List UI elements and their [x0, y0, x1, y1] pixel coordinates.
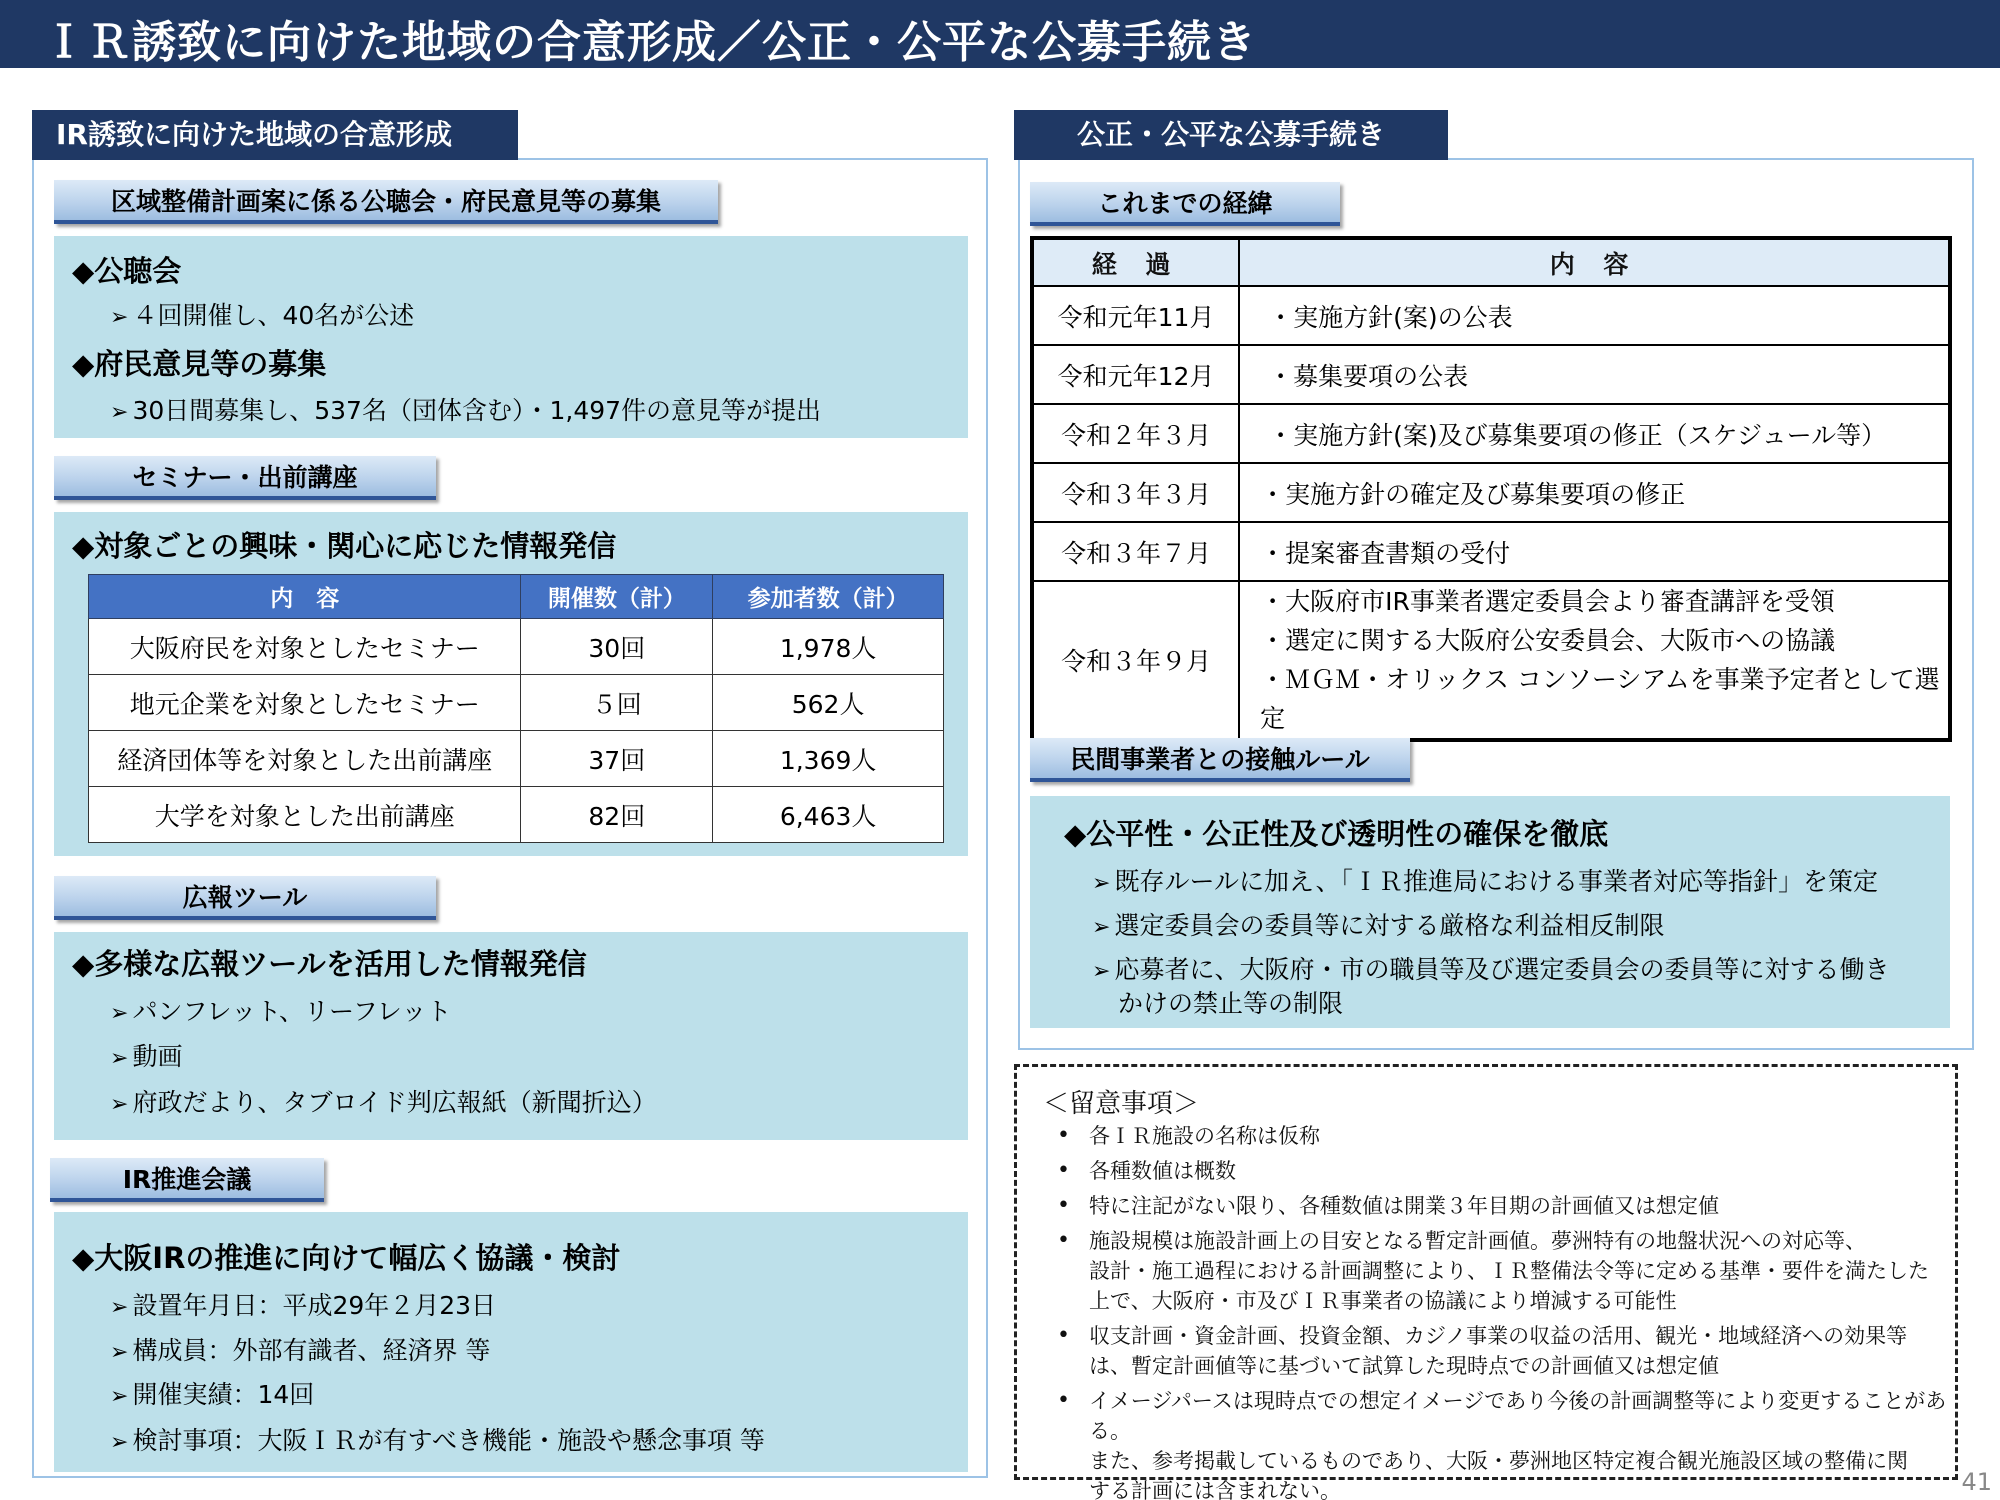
- seminar-col-count: 開催数（計）: [521, 575, 713, 619]
- history-period: 令和３年３月: [1032, 463, 1239, 522]
- seminar-col-participants: 参加者数（計）: [713, 575, 944, 619]
- table-row: [1032, 522, 1950, 581]
- seminar-cell: 大阪府民を対象としたセミナー: [89, 619, 521, 675]
- seminar-col-content: 内 容: [89, 575, 521, 619]
- seminar-heading: ◆対象ごとの興味・関心に応じた情報発信: [72, 529, 617, 563]
- list-item: ➢ 既存ルールに加え、「ＩＲ推進局における事業者対応等指針」を策定: [1092, 867, 1878, 896]
- history-period: 令和２年３月: [1032, 404, 1239, 463]
- history-period: 令和元年11月: [1032, 286, 1239, 345]
- list-item: ➢ 動画: [110, 1042, 183, 1071]
- table-row: [1032, 581, 1950, 740]
- list-item: ➢ 検討事項：大阪ＩＲが有すべき機能・施設や懸念事項 等: [110, 1426, 765, 1455]
- history-period: 令和元年12月: [1032, 345, 1239, 404]
- history-content: ・提案審査書類の受付: [1239, 522, 1950, 581]
- note-item: • 特に注記がない限り、各種数値は開業３年目期の計画値又は想定値: [1057, 1191, 1971, 1221]
- list-item: ➢ 開催実績：14回: [110, 1380, 315, 1409]
- note-item: • 各ＩＲ施設の名称は仮称: [1057, 1121, 1971, 1151]
- history-line: ・ＭＧＭ・オリックス コンソーシアムを事業予定者として選定: [1260, 665, 1940, 733]
- history-table-header: [1032, 238, 1950, 286]
- seminar-cell: 82回: [521, 787, 713, 843]
- list-item: ➢ 府政だより、タブロイド判広報紙（新聞折込）: [110, 1088, 657, 1117]
- seminar-cell: 30回: [521, 619, 713, 675]
- seminar-table: [88, 574, 944, 843]
- page-title: ＩＲ誘致に向けた地域の合意形成／公正・公平な公募手続き: [42, 17, 1257, 68]
- table-row: [89, 619, 944, 675]
- table-row: [1032, 286, 1950, 345]
- right-section-title: 公正・公平な公募手続き: [1014, 110, 1448, 160]
- history-period: 令和３年９月: [1032, 581, 1239, 740]
- list-item: ➢ 応募者に、大阪府・市の職員等及び選定委員会の委員等に対する働き: [1092, 955, 1890, 984]
- history-col-content: 内 容: [1239, 238, 1950, 286]
- history-content: [1239, 581, 1950, 740]
- seminar-cell: 地元企業を対象としたセミナー: [89, 675, 521, 731]
- pr-tools-heading: ◆多様な広報ツールを活用した情報発信: [72, 947, 587, 981]
- list-item: ➢ 設置年月日：平成29年２月23日: [110, 1291, 497, 1320]
- note-item: • 各種数値は概数: [1057, 1156, 1971, 1186]
- note-item: • イメージパースは現時点での想定イメージであり今後の計画調整等により変更することがある。 また、参考掲載しているものであり、大阪・夢洲地区特定複合観光施設区域の整備に関 する計画には含まれない。: [1057, 1386, 1971, 1500]
- seminar-subheading: セミナー・出前講座: [54, 456, 436, 500]
- seminar-table-header: [89, 575, 944, 619]
- seminar-cell: 37回: [521, 731, 713, 787]
- seminar-cell: 6,463人: [713, 787, 944, 843]
- list-item: ➢ 構成員：外部有識者、経済界 等: [110, 1336, 491, 1365]
- title-bar: [0, 0, 2000, 68]
- page-number: 41: [1961, 1468, 1992, 1496]
- history-table: [1030, 236, 1952, 742]
- table-row: [89, 787, 944, 843]
- council-heading: ◆大阪IRの推進に向けて幅広く協議・検討: [72, 1241, 621, 1275]
- history-col-period: 経 過: [1032, 238, 1239, 286]
- seminar-cell: 1,978人: [713, 619, 944, 675]
- seminar-cell: 562人: [713, 675, 944, 731]
- history-line: ・大阪府市IR事業者選定委員会より審査講評を受領: [1260, 587, 1835, 616]
- notes-box: [1014, 1064, 1958, 1500]
- public-hearing-subheading: 区域整備計画案に係る公聴会・府民意見等の募集: [54, 180, 718, 224]
- list-item: ➢ パンフレット、リーフレット: [110, 997, 452, 1026]
- table-row: [1032, 463, 1950, 522]
- public-comment-heading: ◆府民意見等の募集: [72, 347, 327, 381]
- table-row: [89, 675, 944, 731]
- history-subheading: これまでの経緯: [1030, 182, 1340, 226]
- council-subheading: IR推進会議: [50, 1158, 324, 1202]
- left-section-title: IR誘致に向けた地域の合意形成: [32, 110, 518, 160]
- table-row: [1032, 404, 1950, 463]
- seminar-cell: 大学を対象とした出前講座: [89, 787, 521, 843]
- seminar-cell: 経済団体等を対象とした出前講座: [89, 731, 521, 787]
- history-period: 令和３年７月: [1032, 522, 1239, 581]
- history-content: ・実施方針(案)及び募集要項の修正（スケジュール等）: [1239, 404, 1950, 463]
- notes-list: [1057, 1121, 1971, 1500]
- list-item: ➢ 選定委員会の委員等に対する厳格な利益相反制限: [1092, 911, 1665, 940]
- contact-rules-heading: ◆公平性・公正性及び透明性の確保を徹底: [1064, 817, 1609, 851]
- history-line: ・選定に関する大阪府公安委員会、大阪市への協議: [1260, 626, 1836, 655]
- note-item: • 施設規模は施設計画上の目安となる暫定計画値。夢洲特有の地盤状況への対応等、 設計・施工過程における計画調整により、ＩＲ整備法令等に定める基準・要件を満たした 上で、大阪府・市及びＩＲ事業者の協議により増減する可能性: [1057, 1226, 1971, 1316]
- history-content: ・募集要項の公表: [1239, 345, 1950, 404]
- table-row: [89, 731, 944, 787]
- public-hearing-heading: ◆公聴会: [72, 254, 182, 288]
- note-item: • 収支計画・資金計画、投資金額、カジノ事業の収益の活用、観光・地域経済への効果等 は、暫定計画値等に基づいて試算した現時点での計画値又は想定値: [1057, 1321, 1971, 1381]
- seminar-cell: ５回: [521, 675, 713, 731]
- public-hearing-bullet: ➢ ４回開催し、40名が公述: [110, 301, 415, 330]
- notes-heading: ＜留意事項＞: [1043, 1089, 1200, 1119]
- list-item-continuation: かけの禁止等の制限: [1118, 989, 1344, 1018]
- history-content: ・実施方針(案)の公表: [1239, 286, 1950, 345]
- pr-tools-subheading: 広報ツール: [54, 876, 436, 920]
- seminar-cell: 1,369人: [713, 731, 944, 787]
- public-comment-bullet: ➢ 30日間募集し、537名（団体含む）・1,497件の意見等が提出: [110, 396, 822, 425]
- history-content: ・実施方針の確定及び募集要項の修正: [1239, 463, 1950, 522]
- contact-rules-subheading: 民間事業者との接触ルール: [1030, 738, 1410, 782]
- table-row: [1032, 345, 1950, 404]
